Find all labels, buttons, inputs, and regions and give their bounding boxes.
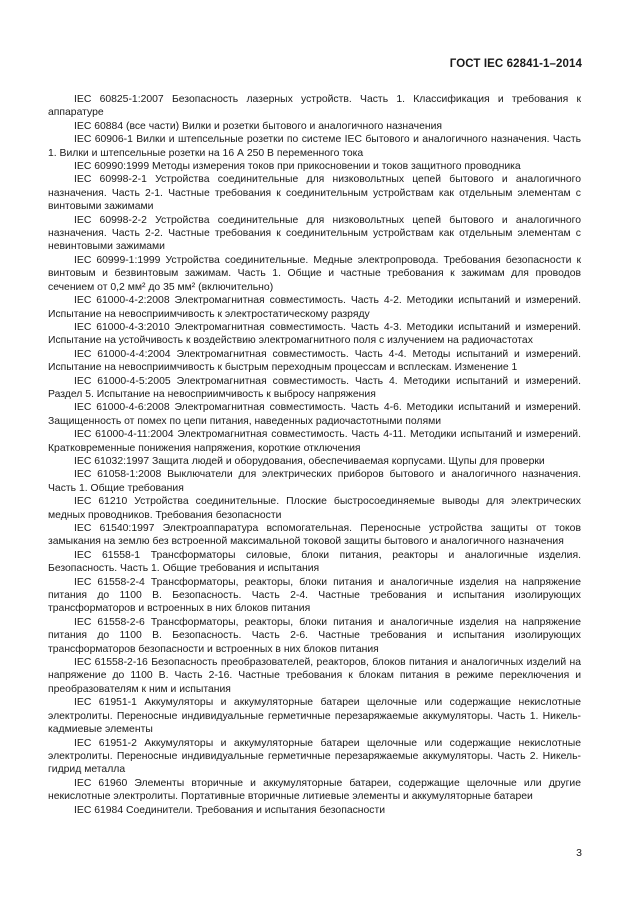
reference-entry: IEC 60999-1:1999 Устройства соединительные. Медные электропровода. Требования безопасности к винтовым и безвинтовым зажимам. Часть 1. Общие и частные требования к зажимам для проводов сечением от 0,2 мм² до 35 мм² (включительно) [48,254,581,293]
reference-entry: IEC 60998-2-2 Устройства соединительные для низковольтных цепей бытового и аналогичного назначения. Часть 2-2. Частные требования к соединительным устройствам как отдельным элементам с невинтовыми зажимами [48,214,581,253]
reference-entry: IEC 61000-4-11:2004 Электромагнитная совместимость. Часть 4-11. Методики испытаний и измерений. Кратковременные понижения напряжения, короткие отключения [48,429,581,454]
reference-entry: IEC 61032:1997 Защита людей и оборудования, обеспечиваемая корпусами. Щупы для проверки [74,455,545,467]
reference-entry: IEC 61000-4-2:2008 Электромагнитная совместимость. Часть 4-2. Методики испытаний и измерений. Испытание на невосприимчивость к электростатическому разряду [48,295,581,320]
reference-entry: IEC 60990:1999 Методы измерения токов при прикосновении и токов защитного проводника [74,161,521,173]
reference-entry: IEC 61000-4-4:2004 Электромагнитная совместимость. Часть 4-4. Методы испытаний и измерений. Испытание на невосприимчивость к быстрым переходным процессам и всплескам. Изменение 1 [48,348,581,374]
reference-entry: IEC 60906-1 Вилки и штепсельные розетки по системе IEC бытового и аналогичного назначения. Часть 1. Вилки и штепсельные розетки на 16 А 250 В переменного тока [48,134,581,159]
document-header: ГОСТ IEC 62841-1–2014 [449,58,582,70]
reference-entry: IEC 61000-4-3:2010 Электромагнитная совместимость. Часть 4-3. Методики испытаний и измерений. Испытание на устойчивость к воздействию электромагнитного поля с излучением на радиочастотах [48,321,581,347]
reference-entry: IEC 61058-1:2008 Выключатели для электрических приборов бытового и аналогичного назначения. Часть 1. Общие требования [48,469,581,494]
reference-entry: IEC 61210 Устройства соединительные. Плоские быстросоединяемые выводы для электрических медных проводников. Требования безопасности [48,496,581,521]
reference-entry: IEC 61558-1 Трансформаторы силовые, блоки питания, реакторы и аналогичные изделия. Безопасность. Часть 1. Общие требования и испытания [48,549,581,575]
reference-entry: IEC 60998-2-1 Устройства соединительные для низковольтных цепей бытового и аналогичного назначения. Часть 2-1. Частные требования к соединительным устройствам как отдельным элементам с винтовыми зажимами [48,174,581,213]
reference-entry: IEC 61984 Соединители. Требования и испытания безопасности [74,804,386,816]
reference-entry: IEC 60825-1:2007 Безопасность лазерных устройств. Часть 1. Классификация и требования к аппаратуре [48,94,581,119]
reference-entry: IEC 61540:1997 Электроаппаратура вспомогательная. Переносные устройства защиты от токов замыкания на землю без встроенной максимальной токовой защиты бытового и аналогичного назначения [48,523,581,548]
reference-entry: IEC 61558-2-4 Трансформаторы, реакторы, блоки питания и аналогичные изделия на напряжение питания до 1100 В. Безопасность. Часть 2-4. Частные требования и испытания изолирующих трансформаторов и встроенных в них блоков питания [48,576,581,615]
reference-entry: IEC 61000-4-5:2005 Электромагнитная совместимость. Часть 4. Методики испытаний и измерений. Раздел 5. Испытание на невосприимчивость к выбросу напряжения [48,375,581,400]
reference-entry: IEC 61558-2-6 Трансформаторы, реакторы, блоки питания и аналогичные изделия на напряжение питания до 1100 В. Безопасность. Часть 2-6. Частные требования и испытания изолирующих трансформаторов безопасности и встроенных в них блоков питания [48,616,581,655]
reference-entry: IEC 61000-4-6:2008 Электромагнитная совместимость. Часть 4-6. Методики испытаний и измерений. Защищенность от помех по цепи питания, наведенных радиочастотными полями [48,402,581,427]
page-number: 3 [576,847,582,859]
reference-entry: IEC 61558-2-16 Безопасность преобразователей, реакторов, блоков питания и аналогичных изделий на напряжение до 1100 В. Часть 2-16. Частные требования к блокам питания в режиме переключения и преобразователям к ним и испытания [48,657,581,695]
reference-entry: IEC 61960 Элементы вторичные и аккумуляторные батареи, содержащие щелочные или другие некислотные электролиты. Портативные вторичные литиевые элементы и аккумуляторные батареи [48,777,581,803]
references-list [48,93,581,817]
reference-entry: IEC 61951-1 Аккумуляторы и аккумуляторные батареи щелочные или содержащие некислотные электролиты. Переносные индивидуальные герметичные перезаряжаемые аккумуляторы. Часть 1. Никель-кадмиевые элементы [48,697,581,736]
reference-entry: IEC 60884 (все части) Вилки и розетки бытового и аналогичного назначения [74,120,443,132]
reference-entry: IEC 61951-2 Аккумуляторы и аккумуляторные батареи щелочные или содержащие некислотные электролиты. Переносные индивидуальные герметичные перезаряжаемые аккумуляторы. Часть 2. Никель-гидрид металла [48,737,581,776]
